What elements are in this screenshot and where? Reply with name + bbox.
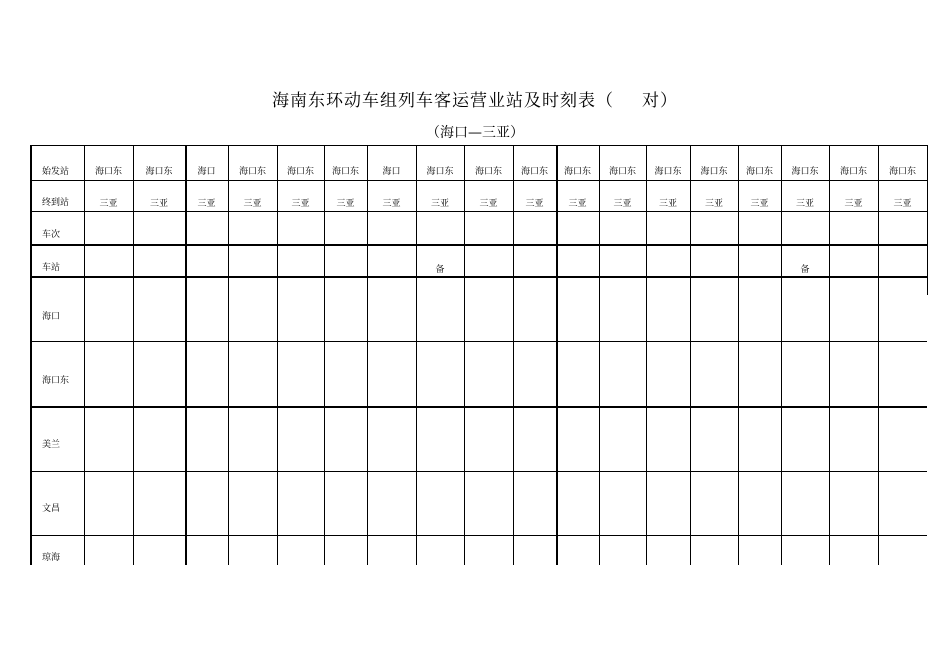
destination-station-cell: 三亚 xyxy=(336,199,355,209)
origin-station-cell: 海口东 xyxy=(839,167,867,177)
destination-station-cell: 三亚 xyxy=(197,199,216,209)
row-label: 海口东 xyxy=(42,376,70,386)
timetable-grid xyxy=(30,145,927,565)
station-note-cell: 备 xyxy=(800,265,810,275)
destination-station-cell: 三亚 xyxy=(149,199,168,209)
row-rule xyxy=(30,211,927,212)
row-rule xyxy=(30,276,927,278)
row-rule xyxy=(30,341,927,342)
destination-station-cell: 三亚 xyxy=(795,199,814,209)
row-label: 车次 xyxy=(42,230,61,240)
destination-station-cell: 三亚 xyxy=(704,199,723,209)
origin-station-cell: 海口东 xyxy=(745,167,773,177)
destination-station-cell: 三亚 xyxy=(893,199,912,209)
title-main: 海南东环动车组列车客运营业站及时刻表（ xyxy=(272,91,614,111)
page-title xyxy=(0,86,950,111)
destination-station-cell: 三亚 xyxy=(658,199,677,209)
destination-station-cell: 三亚 xyxy=(525,199,544,209)
page-subtitle: （海口—三亚） xyxy=(426,125,524,141)
destination-station-cell: 三亚 xyxy=(430,199,449,209)
destination-station-cell: 三亚 xyxy=(243,199,262,209)
origin-station-cell: 海口东 xyxy=(94,167,122,177)
destination-station-cell: 三亚 xyxy=(99,199,118,209)
origin-station-cell: 海口东 xyxy=(791,167,819,177)
origin-station-cell: 海口东 xyxy=(331,167,359,177)
origin-station-cell: 海口 xyxy=(197,167,216,177)
row-rule xyxy=(30,535,927,536)
column-rule xyxy=(927,145,928,295)
row-rule xyxy=(30,471,927,472)
origin-station-cell: 海口东 xyxy=(608,167,636,177)
origin-station-cell: 海口东 xyxy=(426,167,454,177)
row-rule xyxy=(30,145,927,146)
row-rule xyxy=(30,406,927,408)
origin-station-cell: 海口东 xyxy=(520,167,548,177)
row-label: 始发站 xyxy=(42,167,70,177)
destination-station-cell: 三亚 xyxy=(613,199,632,209)
row-label: 海口 xyxy=(42,312,61,322)
destination-station-cell: 三亚 xyxy=(750,199,769,209)
row-rule xyxy=(30,180,927,181)
origin-station-cell: 海口东 xyxy=(888,167,916,177)
destination-station-cell: 三亚 xyxy=(479,199,498,209)
row-label: 终到站 xyxy=(42,198,70,208)
origin-station-cell: 海口东 xyxy=(700,167,728,177)
destination-station-cell: 三亚 xyxy=(382,199,401,209)
destination-station-cell: 三亚 xyxy=(844,199,863,209)
origin-station-cell: 海口东 xyxy=(563,167,591,177)
origin-station-cell: 海口东 xyxy=(654,167,682,177)
destination-station-cell: 三亚 xyxy=(568,199,587,209)
origin-station-cell: 海口东 xyxy=(286,167,314,177)
row-label: 琼海 xyxy=(42,553,61,563)
title-end: 对） xyxy=(642,91,678,111)
row-label: 文昌 xyxy=(42,504,61,514)
destination-station-cell: 三亚 xyxy=(291,199,310,209)
origin-station-cell: 海口东 xyxy=(474,167,502,177)
station-note-cell: 备 xyxy=(435,265,445,275)
column-rule xyxy=(30,145,32,565)
row-label: 车站 xyxy=(42,263,61,273)
origin-station-cell: 海口东 xyxy=(145,167,173,177)
row-label: 美兰 xyxy=(42,440,61,450)
row-rule xyxy=(30,244,927,246)
origin-station-cell: 海口东 xyxy=(238,167,266,177)
origin-station-cell: 海口 xyxy=(382,167,401,177)
